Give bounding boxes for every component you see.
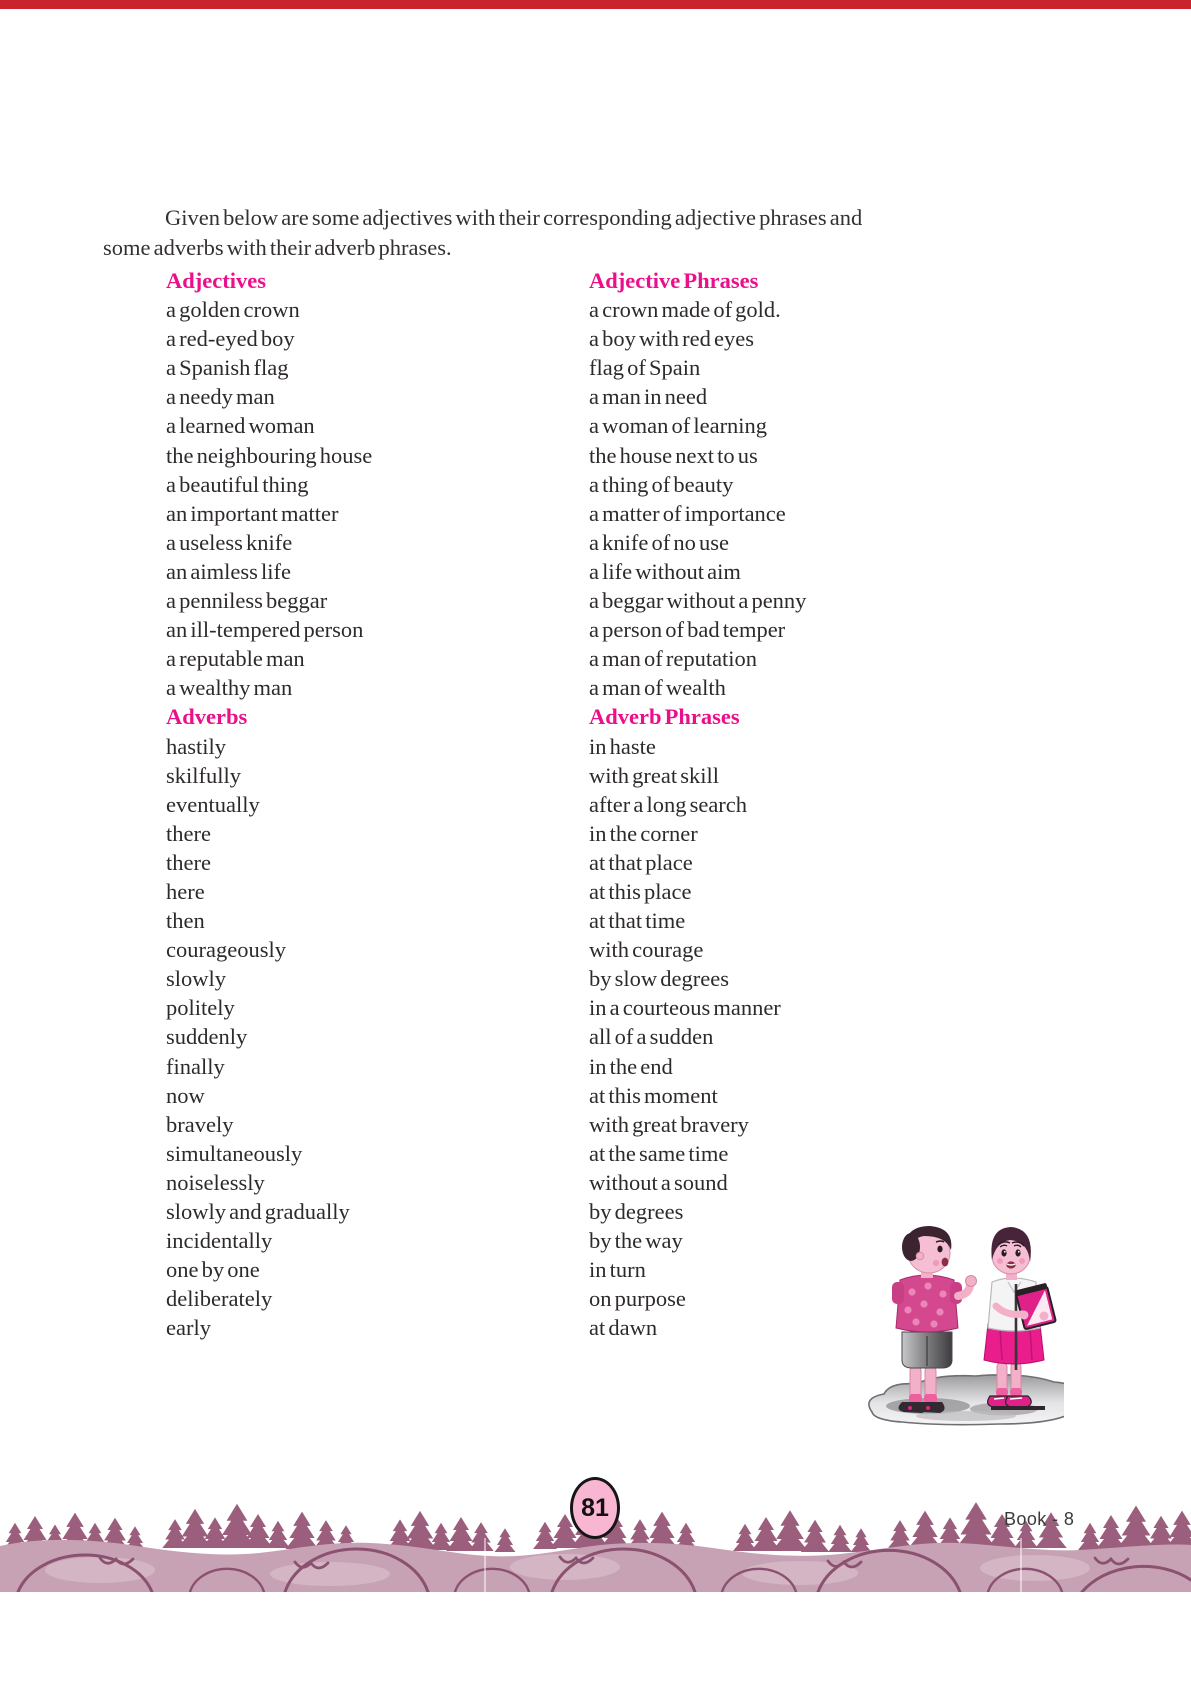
word-cell: a golden crown [166,297,300,323]
children-illustration [858,1220,1064,1432]
phrase-cell: at that time [589,908,686,934]
word-cell: the neighbouring house [166,442,373,468]
word-cell: hastily [166,733,226,759]
word-cell: finally [166,1053,225,1079]
word-cell: an important matter [166,500,339,526]
pine-tree-icon [733,1524,757,1551]
phrase-cell: by slow degrees [589,966,729,992]
phrase-cell: on purpose [589,1286,686,1312]
table-row [166,732,1106,761]
word-cell: a reputable man [166,646,305,672]
table-row [166,790,1106,819]
word-cell: simultaneously [166,1140,303,1166]
phrase-cell: a life without aim [589,558,741,584]
heading-right: Adverb Phrases [589,704,740,730]
table-row [166,993,1106,1022]
word-cell: a red-eyed boy [166,326,295,352]
table-row [166,1139,1106,1168]
word-cell: incidentally [166,1228,273,1254]
phrase-cell: at this moment [589,1082,718,1108]
word-cell: eventually [166,791,260,817]
word-cell: there [166,849,211,875]
table-row [166,441,1106,470]
word-cell: a penniless beggar [166,588,328,614]
word-cell: a Spanish flag [166,355,289,381]
word-cell: a needy man [166,384,275,410]
table-row [166,586,1106,615]
pine-tree-icon [468,1522,494,1551]
table-row [166,528,1106,557]
phrase-cell: in haste [589,733,656,759]
table-row [166,1052,1106,1081]
table-row [166,382,1106,411]
phrase-cell: a man of reputation [589,646,758,672]
table-row [166,935,1106,964]
phrase-cell: a woman of learning [589,413,768,439]
phrase-cell: a crown made of gold. [589,297,781,323]
word-cell: noiselessly [166,1169,265,1195]
word-cell: bravely [166,1111,234,1137]
pine-tree-icon [801,1520,830,1552]
intro-line-1: Given below are some adjectives with their corresponding adjective phrases and [165,205,863,230]
word-cell: skilfully [166,762,242,788]
word-cell: then [166,908,205,934]
table-row [166,673,1106,702]
intro-line-2: some adverbs with their adverb phrases. [103,235,452,260]
table-row [166,499,1106,528]
table-row [166,1168,1106,1197]
phrase-cell: with great skill [589,762,719,788]
phrase-cell: by degrees [589,1199,684,1224]
table-row [166,411,1106,440]
word-cell: one by one [166,1257,260,1283]
table-row [166,1110,1106,1139]
phrase-cell: at the same time [589,1140,729,1166]
pattern-seam [1020,1538,1022,1592]
page-number-badge [570,1477,620,1539]
phrase-cell: by the way [589,1228,683,1254]
phrase-tables [166,266,1106,1342]
table-row [166,324,1106,353]
table-row [166,761,1106,790]
pine-tree-icon [956,1502,997,1548]
phrase-cell: a boy with red eyes [589,326,754,352]
table-row [166,906,1106,935]
book-label: Book - 8 [1004,1509,1075,1529]
phrase-cell: at this place [589,878,692,904]
phrase-cell: in a courteous manner [589,995,781,1021]
pine-tree-icon [828,1525,852,1552]
heading-right: Adjective Phrases [589,268,759,293]
pine-tree-icon [772,1510,808,1551]
phrase-cell: all of a sudden [589,1024,714,1050]
ground-mat-shape [869,1375,1064,1425]
phrase-cell: with courage [589,937,704,963]
pine-tree-icon [1078,1523,1102,1550]
table-row [166,644,1106,673]
pine-tree-icon [446,1517,476,1551]
pine-tree-icon [909,1511,942,1548]
phrase-cell: a knife of no use [589,529,729,555]
table-row [166,1081,1106,1110]
table-row [166,1022,1106,1051]
word-cell: slowly [166,966,227,992]
phrase-cell: a thing of beauty [589,471,734,497]
phrase-cell: a man of wealth [589,675,726,701]
phrase-cell: without a sound [589,1169,728,1195]
table-row [166,964,1106,993]
word-cell: a useless knife [166,529,293,555]
table-row [166,615,1106,644]
section-heading-row [166,266,1106,295]
table-row [166,848,1106,877]
phrase-cell: flag of Spain [589,355,701,381]
phrase-cell: a person of bad temper [589,617,786,643]
word-cell: slowly and gradually [166,1199,350,1224]
pine-tree-icon [887,1520,913,1549]
word-cell: a beautiful thing [166,471,309,497]
word-cell: suddenly [166,1024,248,1050]
table-row [166,295,1106,324]
phrase-cell: at dawn [589,1315,658,1341]
intro-paragraph [103,203,1018,263]
table-row [166,353,1106,382]
table-row [166,877,1106,906]
word-cell: there [166,820,211,846]
heading-left: Adverbs [166,704,248,730]
word-cell: early [166,1315,211,1341]
pine-tree-icon [286,1512,319,1549]
word-cell: an aimless life [166,558,291,584]
pine-tree-icon [1117,1506,1155,1549]
word-cell: an ill-tempered person [166,617,364,643]
pine-tree-icon [429,1523,453,1550]
phrase-cell: a matter of importance [589,500,786,526]
word-cell: a wealthy man [166,675,293,701]
page-number: 81 [581,1493,609,1522]
phrase-cell: a beggar without a penny [589,588,807,614]
table-row [166,557,1106,586]
table-row [166,819,1106,848]
word-cell: courageously [166,937,286,963]
word-cell: here [166,878,205,904]
word-cell: now [166,1082,205,1108]
heading-left: Adjectives [166,268,266,293]
pine-tree-icon [266,1521,290,1548]
pine-tree-icon [403,1511,438,1550]
phrase-cell: in the end [589,1053,673,1079]
section-heading-row [166,702,1106,731]
word-cell: deliberately [166,1286,273,1312]
table-row [166,470,1106,499]
word-cell: a learned woman [166,413,315,439]
phrase-cell: in turn [589,1257,646,1283]
pine-tree-icon [851,1528,872,1552]
phrase-cell: at that place [589,849,693,875]
phrase-cell: in the corner [589,820,698,846]
word-cell: politely [166,995,235,1021]
phrase-cell: with great bravery [589,1111,749,1137]
top-red-bar [0,0,1191,9]
pine-tree-icon [495,1528,516,1552]
phrase-cell: the house next to us [589,442,758,468]
phrase-cell: after a long search [589,791,748,817]
pattern-seam [484,1538,486,1592]
phrase-cell: a man in need [589,384,708,410]
